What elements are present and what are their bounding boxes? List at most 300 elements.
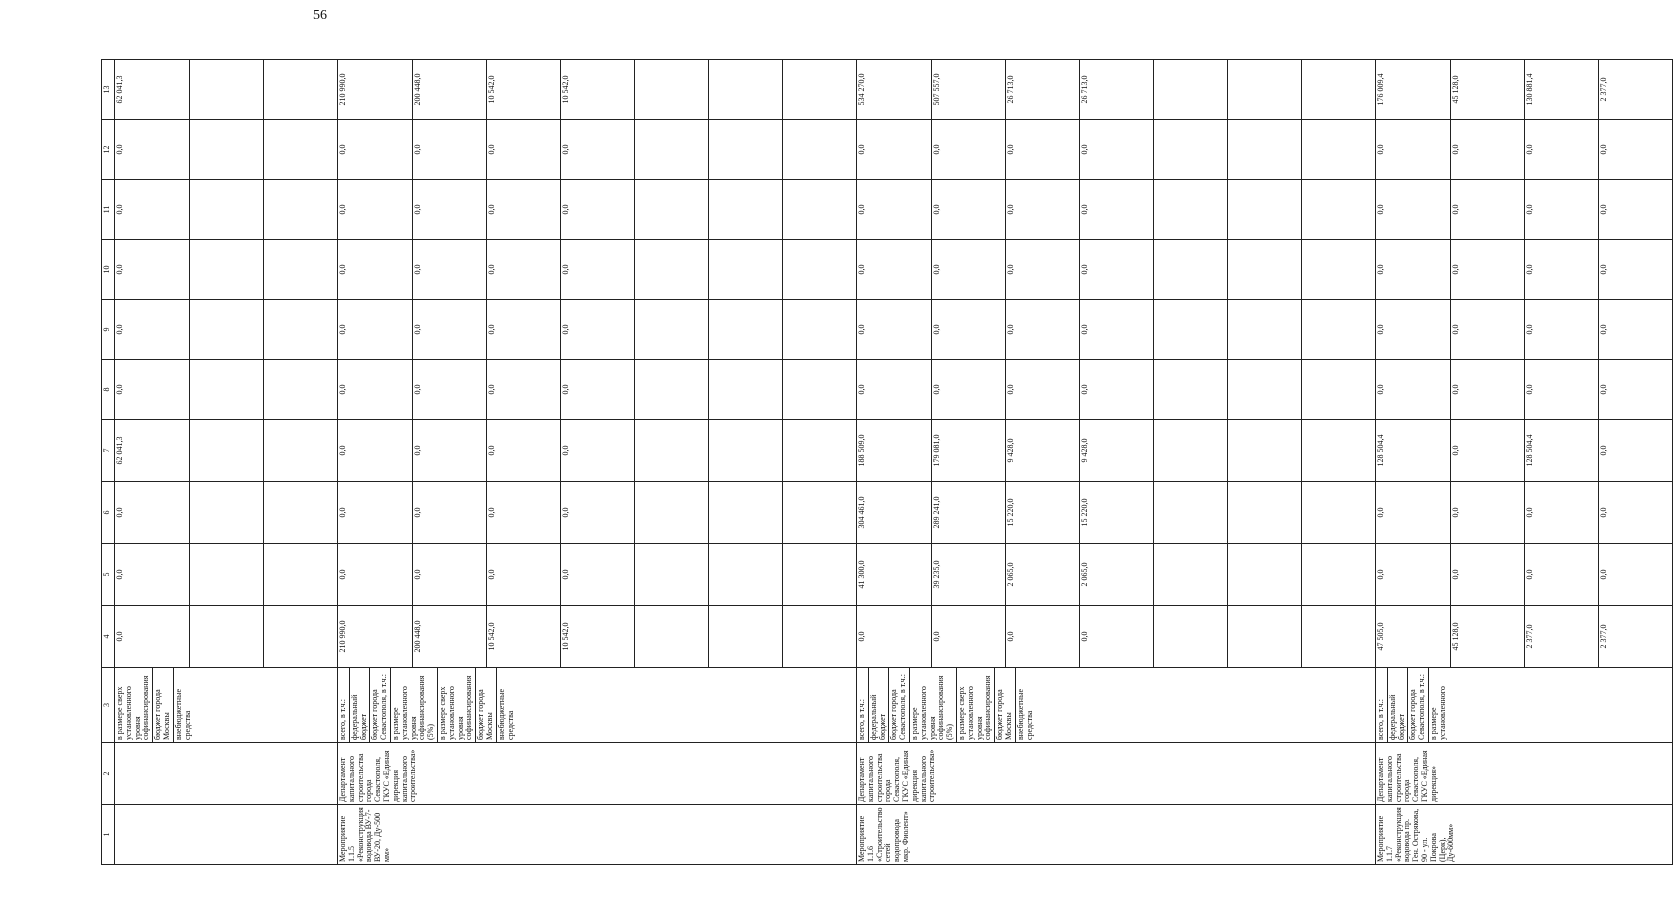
amount-value xyxy=(1227,420,1301,481)
amount-value: 0,0 xyxy=(1524,544,1598,605)
amount-value xyxy=(1301,544,1375,605)
column-header-5: 5 xyxy=(102,544,115,606)
amount-value: 0,0 xyxy=(1376,300,1450,359)
amount-value xyxy=(263,360,337,419)
value-cell xyxy=(857,420,1376,482)
value-cell xyxy=(1376,482,1673,544)
value-cell xyxy=(115,482,338,544)
amount-value: 0,0 xyxy=(486,482,560,543)
amount-value xyxy=(263,240,337,299)
amount-value: 0,0 xyxy=(338,120,412,179)
amount-value xyxy=(263,544,337,605)
amount-value: 10 542,0 xyxy=(486,606,560,667)
amount-value: 0,0 xyxy=(857,120,931,179)
amount-value xyxy=(1301,300,1375,359)
amount-value xyxy=(634,420,708,481)
amount-value: 0,0 xyxy=(1079,360,1153,419)
amount-value: 0,0 xyxy=(412,240,486,299)
amount-value: 0,0 xyxy=(1598,204,1608,215)
rotated-table-frame xyxy=(101,60,1608,865)
amount-value: 0,0 xyxy=(338,360,412,419)
amount-value: 0,0 xyxy=(115,300,189,359)
amount-value xyxy=(263,60,337,119)
amount-value: 0,0 xyxy=(338,180,412,239)
amount-value xyxy=(1153,544,1227,605)
amount-value xyxy=(189,240,263,299)
funding-source-label: внебюджетные средства xyxy=(496,689,515,740)
amount-value: 0,0 xyxy=(857,240,931,299)
amount-value: 534 270,0 xyxy=(857,60,931,119)
table-row xyxy=(338,60,857,865)
amount-value: 0,0 xyxy=(1450,300,1524,359)
amount-value xyxy=(782,60,856,119)
amount-value: 0,0 xyxy=(1376,482,1450,543)
value-cell xyxy=(115,180,338,240)
funding-source-cell xyxy=(857,668,1376,743)
amount-value xyxy=(708,300,782,359)
amount-value: 176 009,4 xyxy=(1376,60,1450,119)
amount-value xyxy=(1227,606,1301,667)
funding-source-label: бюджет города Севастополя, в т.ч.: xyxy=(889,668,910,742)
column-header-3: 3 xyxy=(102,668,115,743)
value-cell xyxy=(338,482,857,544)
table-row xyxy=(857,60,1376,865)
amount-value: 0,0 xyxy=(1598,324,1608,335)
amount-value xyxy=(1301,180,1375,239)
amount-value xyxy=(708,482,782,543)
activity-name xyxy=(115,805,338,865)
amount-value: 2 377,0 xyxy=(1524,606,1598,667)
amount-value: 0,0 xyxy=(412,360,486,419)
funding-source-label: бюджет города Москвы xyxy=(476,668,497,742)
funding-source-label: бюджет города Москвы xyxy=(153,668,174,742)
amount-value xyxy=(263,420,337,481)
budget-table xyxy=(101,59,1673,865)
funding-source-label: в размере сверх установленного уровня софинансирования xyxy=(437,668,475,742)
column-header-13: 13 xyxy=(102,60,115,120)
amount-value: 210 990,0 xyxy=(338,60,412,119)
amount-value xyxy=(1153,606,1227,667)
amount-value: 0,0 xyxy=(1524,482,1598,543)
amount-value: 0,0 xyxy=(560,482,634,543)
value-cell xyxy=(857,60,1376,120)
amount-value: 0,0 xyxy=(1450,544,1524,605)
amount-value: 0,0 xyxy=(1079,300,1153,359)
funding-source-label: всего, в т.ч.: xyxy=(1376,668,1387,742)
amount-value: 41 300,0 xyxy=(857,544,931,605)
amount-value xyxy=(708,544,782,605)
amount-value xyxy=(263,300,337,359)
amount-value xyxy=(189,544,263,605)
value-cell xyxy=(857,360,1376,420)
amount-value: 0,0 xyxy=(1598,445,1608,456)
amount-value: 0,0 xyxy=(115,120,189,179)
funding-source-label: федеральный бюджет xyxy=(868,668,889,742)
amount-value: 0,0 xyxy=(115,606,189,667)
amount-value: 0,0 xyxy=(560,360,634,419)
table-row xyxy=(1376,60,1673,865)
amount-value xyxy=(263,482,337,543)
amount-value: 15 220,0 xyxy=(1079,482,1153,543)
amount-value xyxy=(1227,120,1301,179)
amount-value xyxy=(1153,300,1227,359)
amount-value xyxy=(708,60,782,119)
amount-value: 0,0 xyxy=(1079,606,1153,667)
amount-value xyxy=(782,240,856,299)
amount-value xyxy=(782,482,856,543)
amount-value xyxy=(708,180,782,239)
amount-value: 0,0 xyxy=(560,180,634,239)
value-cell xyxy=(115,544,338,606)
amount-value: 289 241,0 xyxy=(931,482,1005,543)
amount-value xyxy=(263,606,337,667)
amount-value: 0,0 xyxy=(412,120,486,179)
value-cell xyxy=(1376,240,1673,300)
amount-value: 0,0 xyxy=(1376,240,1450,299)
amount-value: 0,0 xyxy=(486,544,560,605)
funding-source-label: в размере установленного уровня софинансирования (5%) xyxy=(909,668,956,742)
amount-value: 0,0 xyxy=(1079,240,1153,299)
funding-source-label: внебюджетные средства xyxy=(1015,689,1034,740)
amount-value: 0,0 xyxy=(560,420,634,481)
amount-value: 39 235,0 xyxy=(931,544,1005,605)
amount-value xyxy=(782,544,856,605)
amount-value: 0,0 xyxy=(1598,144,1608,155)
amount-value: 0,0 xyxy=(338,544,412,605)
funding-source-cell xyxy=(1376,668,1673,743)
amount-value: 0,0 xyxy=(1005,180,1079,239)
responsible-org: Департамент капитального строительства города Севастополя, ГКУС «Единая дирекция капитального строительства» xyxy=(338,743,857,805)
amount-value: 0,0 xyxy=(1524,240,1598,299)
amount-value: 0,0 xyxy=(1005,606,1079,667)
activity-name: Мероприятие 1.1.7 «Реконструкция водовода пр. Ген. Острякова, 90 - ул. Покрова (Церк), Ду-600мм» xyxy=(1376,805,1673,865)
value-cell xyxy=(115,300,338,360)
amount-value: 0,0 xyxy=(1376,544,1450,605)
amount-value xyxy=(263,120,337,179)
value-cell xyxy=(338,544,857,606)
amount-value: 0,0 xyxy=(1005,300,1079,359)
value-cell xyxy=(1376,544,1673,606)
value-cell xyxy=(857,606,1376,668)
amount-value: 10 542,0 xyxy=(560,606,634,667)
amount-value: 0,0 xyxy=(560,240,634,299)
amount-value: 0,0 xyxy=(1450,360,1524,419)
value-cell xyxy=(338,240,857,300)
activity-name: Мероприятие 1.1.5 «Реконструкция водовода ВУ-7-ВУ-20, Ду-500 мм» xyxy=(338,805,857,865)
amount-value: 507 557,0 xyxy=(931,60,1005,119)
value-cell xyxy=(857,240,1376,300)
amount-value: 0,0 xyxy=(412,544,486,605)
amount-value: 179 081,0 xyxy=(931,420,1005,481)
value-cell xyxy=(115,420,338,482)
funding-source-label: бюджет города Севастополя, в т.ч.: xyxy=(370,668,391,742)
amount-value: 0,0 xyxy=(931,240,1005,299)
amount-value: 0,0 xyxy=(412,180,486,239)
amount-value: 9 428,0 xyxy=(1005,420,1079,481)
amount-value: 0,0 xyxy=(486,360,560,419)
amount-value xyxy=(1227,360,1301,419)
amount-value xyxy=(1153,360,1227,419)
amount-value: 10 542,0 xyxy=(486,60,560,119)
amount-value: 0,0 xyxy=(857,606,931,667)
amount-value xyxy=(782,606,856,667)
amount-value: 0,0 xyxy=(560,300,634,359)
amount-value: 0,0 xyxy=(1450,482,1524,543)
amount-value: 0,0 xyxy=(338,300,412,359)
amount-value xyxy=(1153,60,1227,119)
value-cell xyxy=(857,544,1376,606)
amount-value xyxy=(1301,60,1375,119)
amount-value: 0,0 xyxy=(115,180,189,239)
amount-value xyxy=(1227,544,1301,605)
amount-value: 2 065,0 xyxy=(1079,544,1153,605)
amount-value: 45 128,0 xyxy=(1450,60,1524,119)
value-cell xyxy=(338,120,857,180)
amount-value xyxy=(189,606,263,667)
amount-value: 0,0 xyxy=(931,360,1005,419)
funding-source-label: всего, в т.ч.: xyxy=(338,668,349,742)
value-cell xyxy=(338,180,857,240)
column-header-1: 1 xyxy=(102,805,115,865)
amount-value: 0,0 xyxy=(1005,120,1079,179)
amount-value xyxy=(708,420,782,481)
amount-value: 10 542,0 xyxy=(560,60,634,119)
amount-value: 47 505,0 xyxy=(1376,606,1450,667)
amount-value: 304 461,0 xyxy=(857,482,931,543)
amount-value: 0,0 xyxy=(931,180,1005,239)
amount-value xyxy=(634,180,708,239)
value-cell xyxy=(338,360,857,420)
amount-value: 0,0 xyxy=(486,420,560,481)
amount-value: 26 713,0 xyxy=(1079,60,1153,119)
amount-value xyxy=(189,482,263,543)
amount-value: 0,0 xyxy=(486,180,560,239)
value-cell xyxy=(338,300,857,360)
amount-value xyxy=(634,300,708,359)
amount-value: 210 990,0 xyxy=(338,606,412,667)
amount-value: 0,0 xyxy=(560,544,634,605)
column-header-4: 4 xyxy=(102,606,115,668)
amount-value xyxy=(1301,606,1375,667)
amount-value xyxy=(1227,60,1301,119)
amount-value xyxy=(708,360,782,419)
funding-source-label: в размере сверх установленного уровня софинансирования xyxy=(956,668,994,742)
amount-value: 0,0 xyxy=(1598,569,1608,580)
amount-value: 62 041,3 xyxy=(115,420,189,481)
value-cell xyxy=(857,300,1376,360)
funding-source-label: в размере установленного xyxy=(1428,686,1447,740)
value-cell xyxy=(115,240,338,300)
funding-source-label: бюджет города Москвы xyxy=(995,668,1016,742)
value-cell xyxy=(115,120,338,180)
amount-value: 0,0 xyxy=(1524,300,1598,359)
amount-value: 0,0 xyxy=(857,360,931,419)
value-cell xyxy=(115,606,338,668)
amount-value: 0,0 xyxy=(931,120,1005,179)
amount-value: 0,0 xyxy=(1450,120,1524,179)
amount-value xyxy=(1153,180,1227,239)
amount-value: 62 041,3 xyxy=(115,60,189,119)
amount-value: 128 504,4 xyxy=(1524,420,1598,481)
amount-value: 200 448,0 xyxy=(412,60,486,119)
amount-value xyxy=(708,120,782,179)
amount-value: 0,0 xyxy=(486,240,560,299)
amount-value xyxy=(189,120,263,179)
amount-value xyxy=(1153,482,1227,543)
amount-value: 0,0 xyxy=(560,120,634,179)
amount-value xyxy=(782,180,856,239)
amount-value xyxy=(782,300,856,359)
value-cell xyxy=(857,180,1376,240)
value-cell xyxy=(115,60,338,120)
amount-value xyxy=(1227,482,1301,543)
amount-value xyxy=(634,482,708,543)
value-cell xyxy=(1376,420,1673,482)
table-row xyxy=(115,60,338,865)
amount-value: 0,0 xyxy=(1079,120,1153,179)
amount-value xyxy=(708,240,782,299)
amount-value xyxy=(1301,360,1375,419)
amount-value: 0,0 xyxy=(1598,264,1608,275)
amount-value: 128 504,4 xyxy=(1376,420,1450,481)
amount-value xyxy=(1227,240,1301,299)
amount-value: 9 428,0 xyxy=(1079,420,1153,481)
amount-value xyxy=(782,120,856,179)
funding-source-label: в размере сверх установленного уровня софинансирования xyxy=(115,668,153,742)
amount-value: 0,0 xyxy=(115,482,189,543)
amount-value: 0,0 xyxy=(931,606,1005,667)
amount-value: 0,0 xyxy=(1598,507,1608,518)
column-header-9: 9 xyxy=(102,300,115,360)
amount-value xyxy=(1227,180,1301,239)
amount-value xyxy=(1301,420,1375,481)
value-cell xyxy=(1376,60,1673,120)
amount-value xyxy=(189,180,263,239)
amount-value: 26 713,0 xyxy=(1005,60,1079,119)
amount-value: 0,0 xyxy=(412,482,486,543)
amount-value: 0,0 xyxy=(338,240,412,299)
amount-value: 0,0 xyxy=(1524,360,1598,419)
column-number-row xyxy=(102,60,115,865)
amount-value xyxy=(634,360,708,419)
amount-value: 0,0 xyxy=(1524,120,1598,179)
value-cell xyxy=(115,360,338,420)
amount-value xyxy=(1153,240,1227,299)
funding-source-label: федеральный бюджет xyxy=(1387,668,1408,742)
value-cell xyxy=(338,60,857,120)
amount-value: 0,0 xyxy=(1598,384,1608,395)
value-cell xyxy=(857,120,1376,180)
amount-value xyxy=(263,180,337,239)
amount-value: 0,0 xyxy=(1079,180,1153,239)
amount-value xyxy=(189,300,263,359)
amount-value: 0,0 xyxy=(1005,360,1079,419)
amount-value: 0,0 xyxy=(1450,180,1524,239)
value-cell xyxy=(1376,360,1673,420)
amount-value: 45 128,0 xyxy=(1450,606,1524,667)
value-cell xyxy=(857,482,1376,544)
column-header-11: 11 xyxy=(102,180,115,240)
amount-value: 0,0 xyxy=(1450,240,1524,299)
funding-source-label: в размере установленного уровня софинансирования (5%) xyxy=(390,668,437,742)
column-header-7: 7 xyxy=(102,420,115,482)
amount-value: 0,0 xyxy=(1524,180,1598,239)
responsible-org: Департамент капитального строительства города Севастополя, ГКУС «Единая дирекция» xyxy=(1376,743,1673,805)
amount-value xyxy=(1227,300,1301,359)
amount-value: 2 377,0 xyxy=(1598,624,1608,649)
amount-value: 0,0 xyxy=(857,180,931,239)
amount-value xyxy=(1301,482,1375,543)
amount-value: 0,0 xyxy=(486,120,560,179)
amount-value xyxy=(634,606,708,667)
amount-value: 15 220,0 xyxy=(1005,482,1079,543)
amount-value xyxy=(189,60,263,119)
amount-value xyxy=(189,420,263,481)
column-header-2: 2 xyxy=(102,743,115,805)
amount-value xyxy=(634,544,708,605)
amount-value: 200 448,0 xyxy=(412,606,486,667)
responsible-org xyxy=(115,743,338,805)
amount-value: 0,0 xyxy=(338,482,412,543)
amount-value: 0,0 xyxy=(1376,180,1450,239)
amount-value: 0,0 xyxy=(115,240,189,299)
funding-source-label: внебюджетные средства xyxy=(173,689,192,740)
amount-value xyxy=(634,120,708,179)
amount-value xyxy=(189,360,263,419)
value-cell xyxy=(338,606,857,668)
amount-value xyxy=(1153,120,1227,179)
funding-source-label: бюджет города Севастополя, в т.ч.: xyxy=(1408,668,1429,742)
amount-value xyxy=(1301,240,1375,299)
amount-value: 0,0 xyxy=(1450,420,1524,481)
funding-source-label: федеральный бюджет xyxy=(349,668,370,742)
amount-value: 2 065,0 xyxy=(1005,544,1079,605)
amount-value xyxy=(1301,120,1375,179)
amount-value xyxy=(634,240,708,299)
value-cell xyxy=(1376,606,1673,668)
amount-value: 0,0 xyxy=(115,544,189,605)
column-header-6: 6 xyxy=(102,482,115,544)
value-cell xyxy=(1376,300,1673,360)
column-header-12: 12 xyxy=(102,120,115,180)
amount-value: 0,0 xyxy=(412,420,486,481)
amount-value: 0,0 xyxy=(1376,120,1450,179)
amount-value: 0,0 xyxy=(412,300,486,359)
funding-source-label: всего, в т.ч.: xyxy=(857,668,868,742)
amount-value: 0,0 xyxy=(857,300,931,359)
activity-name: Мероприятие 1.1.6 «Строительство сетей водопровода мкр. Фиолент» xyxy=(857,805,1376,865)
amount-value: 0,0 xyxy=(115,360,189,419)
amount-value: 2 377,0 xyxy=(1598,77,1608,102)
value-cell xyxy=(1376,120,1673,180)
amount-value: 188 509,0 xyxy=(857,420,931,481)
amount-value xyxy=(782,360,856,419)
amount-value: 130 881,4 xyxy=(1524,60,1598,119)
funding-source-cell xyxy=(115,668,338,743)
amount-value: 0,0 xyxy=(486,300,560,359)
amount-value: 0,0 xyxy=(1005,240,1079,299)
value-cell xyxy=(1376,180,1673,240)
value-cell xyxy=(338,420,857,482)
funding-source-cell xyxy=(338,668,857,743)
amount-value xyxy=(634,60,708,119)
amount-value: 0,0 xyxy=(931,300,1005,359)
amount-value xyxy=(1153,420,1227,481)
column-header-10: 10 xyxy=(102,240,115,300)
responsible-org: Департамент капитального строительства города Севастополя, ГКУС «Единая дирекция капитального строительства» xyxy=(857,743,1376,805)
amount-value xyxy=(708,606,782,667)
amount-value: 0,0 xyxy=(338,420,412,481)
